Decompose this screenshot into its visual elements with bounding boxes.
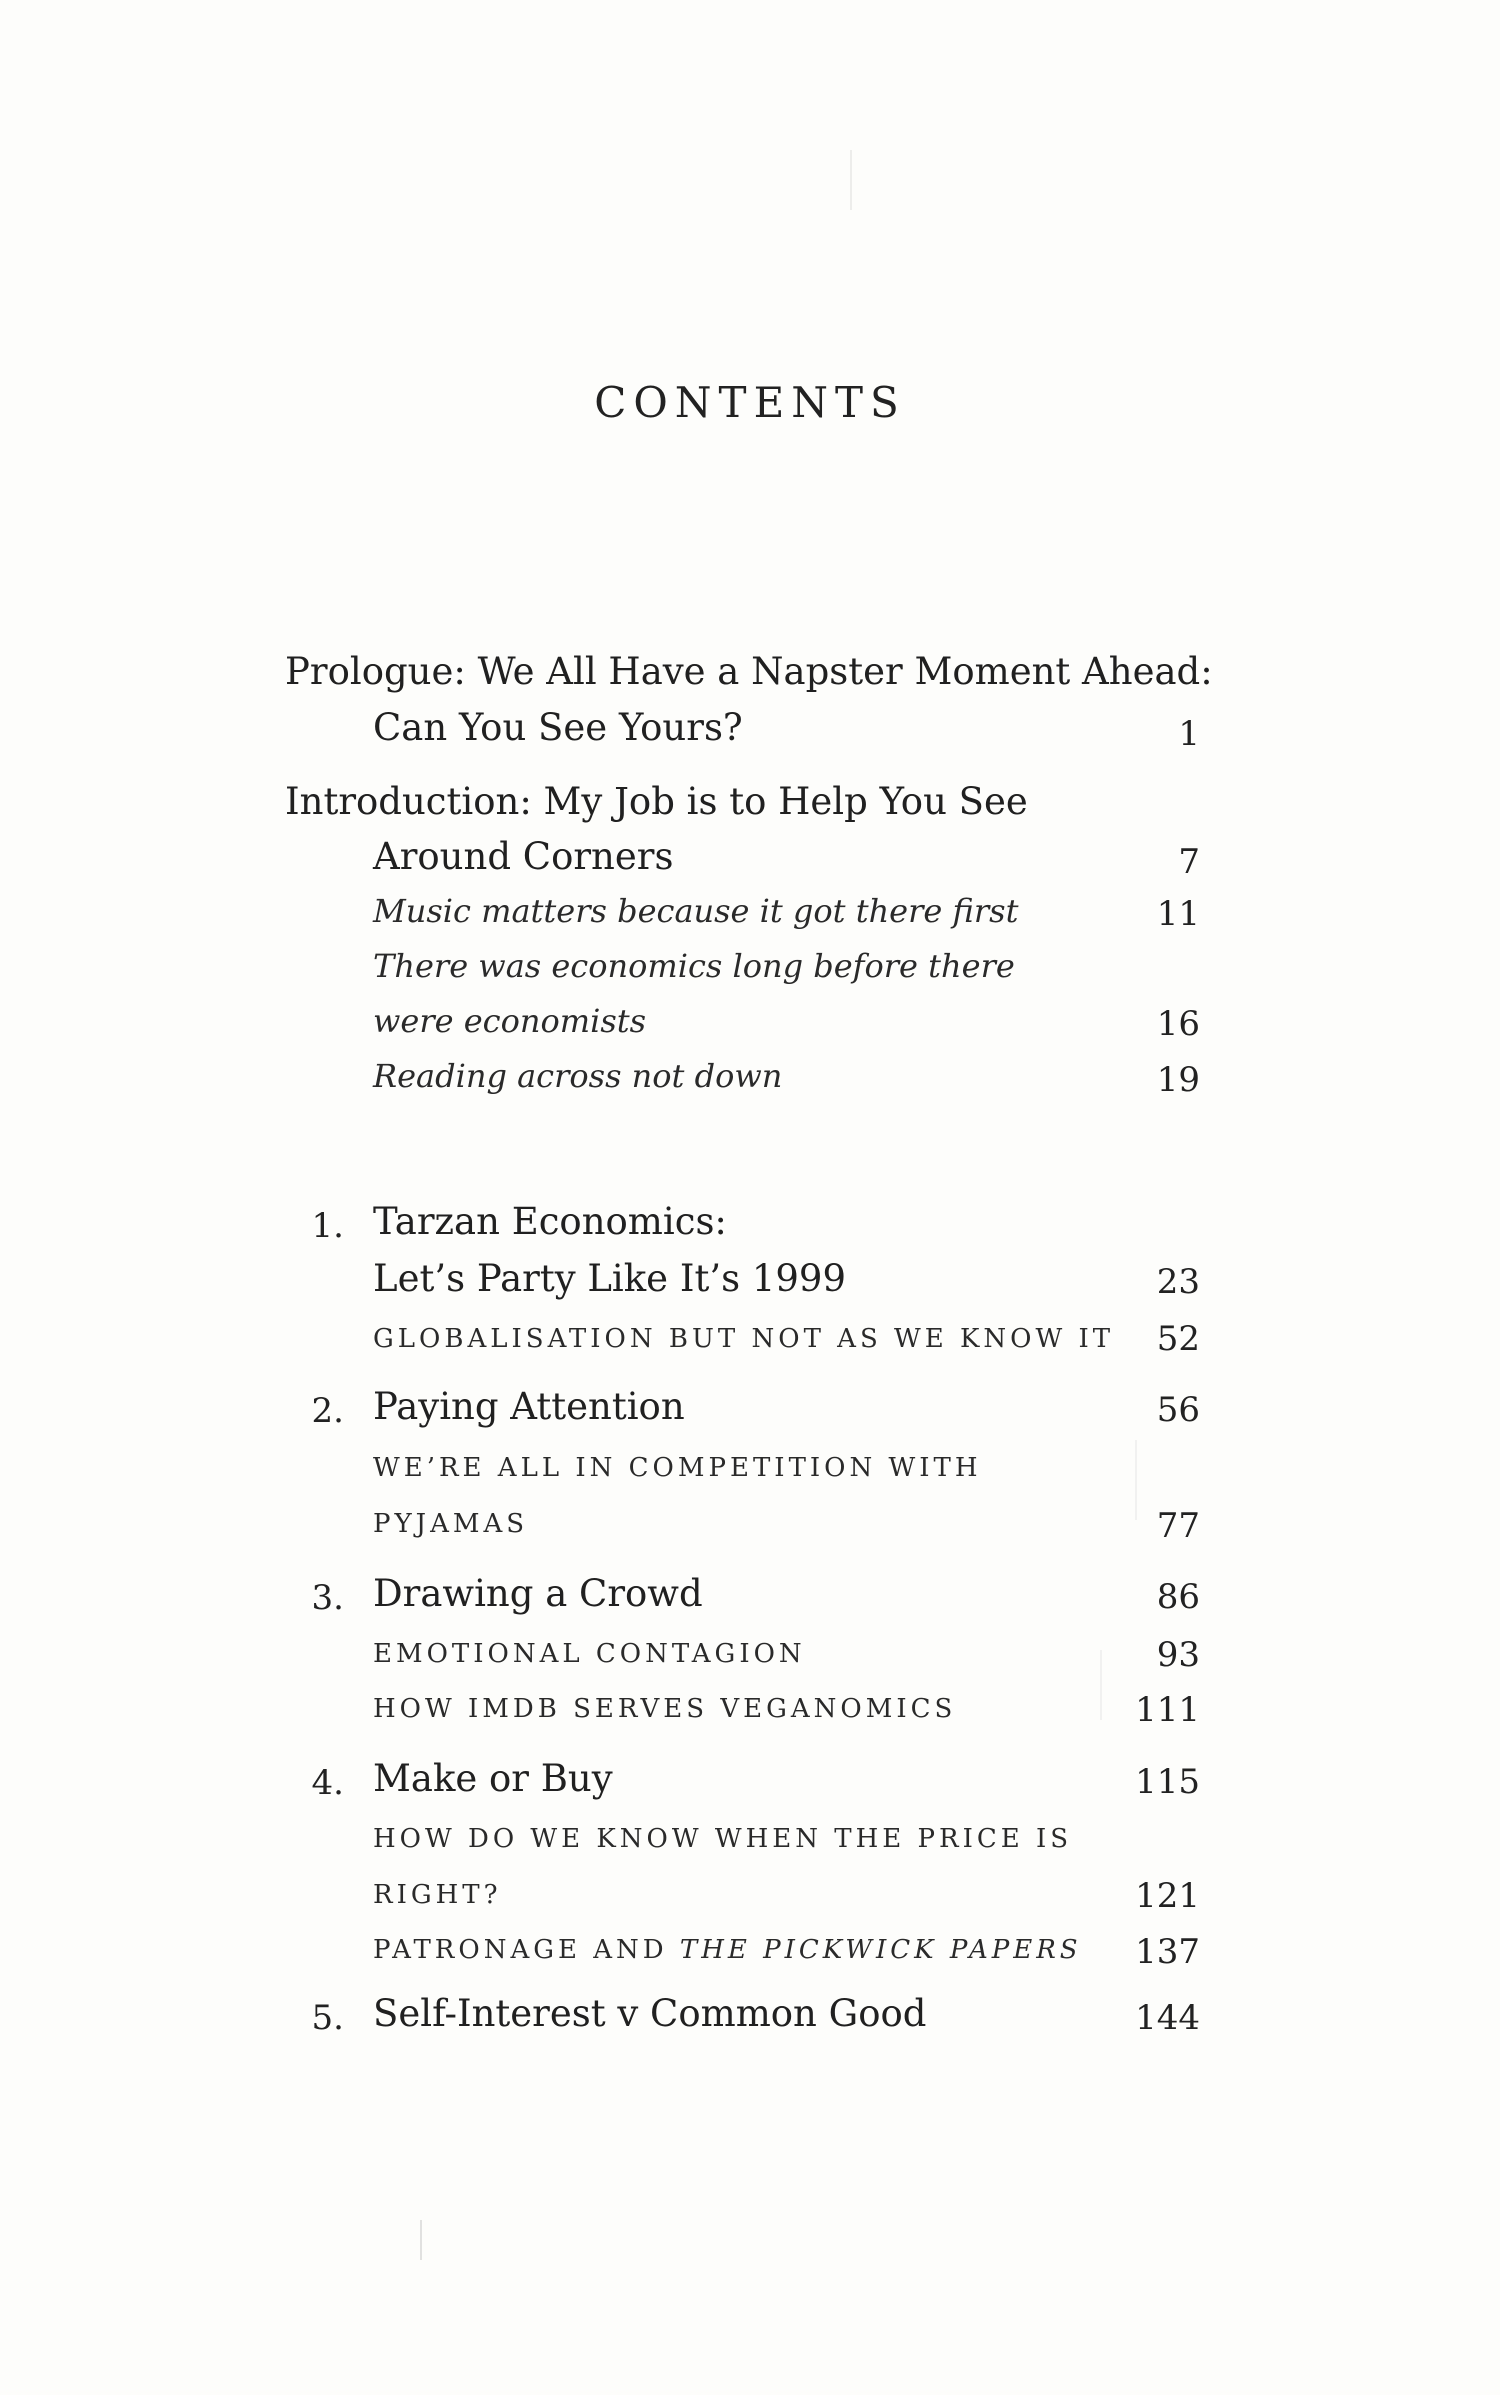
chapter-2-number: 2.	[311, 1391, 344, 1431]
chapter-1-sub-1-page: 52	[1156, 1319, 1200, 1359]
chapter-3-number: 3.	[311, 1578, 344, 1618]
page-title: CONTENTS	[594, 378, 906, 427]
chapter-5-number: 5.	[311, 1998, 344, 2038]
introduction-sub-2-line2: were economists	[373, 1002, 647, 1040]
scan-speck	[850, 150, 852, 210]
chapter-4-sub-1-page: 121	[1135, 1876, 1200, 1916]
chapter-2-sub-1-line1: WE’RE ALL IN COMPETITION WITH	[373, 1453, 982, 1483]
introduction-title-line2: Around Corners	[373, 835, 674, 878]
chapter-3-sub-2-page: 111	[1135, 1690, 1200, 1730]
introduction-sub-2-page: 16	[1156, 1004, 1200, 1044]
chapter-4-page-number: 115	[1135, 1762, 1200, 1802]
chapter-3-title: Drawing a Crowd	[373, 1572, 703, 1615]
chapter-5-title: Self-Interest v Common Good	[373, 1992, 927, 2035]
chapter-3-sub-1: EMOTIONAL CONTAGION	[373, 1639, 806, 1669]
chapter-2-title: Paying Attention	[373, 1385, 685, 1428]
chapter-4-number: 4.	[311, 1763, 344, 1803]
chapter-1-page-number: 23	[1156, 1262, 1200, 1302]
chapter-2-sub-1-line2: PYJAMAS	[373, 1509, 529, 1539]
chapter-4-sub-1-line1: HOW DO WE KNOW WHEN THE PRICE IS	[373, 1824, 1073, 1854]
chapter-3-page-number: 86	[1156, 1577, 1200, 1617]
prologue-title-line2: Can You See Yours?	[373, 706, 743, 749]
chapter-3-sub-2: HOW IMDB SERVES VEGANOMICS	[373, 1694, 957, 1724]
chapter-1-title-line2: Let’s Party Like It’s 1999	[373, 1257, 846, 1300]
chapter-1-title-line1: Tarzan Economics:	[373, 1200, 727, 1243]
introduction-sub-3: Reading across not down	[373, 1057, 783, 1095]
chapter-4-title: Make or Buy	[373, 1757, 613, 1800]
chapter-3-sub-1-page: 93	[1156, 1635, 1200, 1675]
introduction-sub-2-line1: There was economics long before there	[373, 947, 1015, 985]
chapter-1-sub-1: GLOBALISATION BUT NOT AS WE KNOW IT	[373, 1324, 1115, 1354]
prologue-page-number: 1	[1178, 714, 1200, 754]
introduction-page-number: 7	[1178, 842, 1200, 882]
chapter-4-sub-2-page: 137	[1135, 1932, 1200, 1972]
introduction-sub-1-page: 11	[1156, 894, 1200, 934]
chapter-2-page-number: 56	[1156, 1390, 1200, 1430]
introduction-sub-1: Music matters because it got there first	[373, 892, 1019, 930]
chapter-1-number: 1.	[311, 1206, 344, 1246]
chapter-5-page-number: 144	[1135, 1998, 1200, 2038]
scan-speck	[1100, 1650, 1102, 1720]
chapter-2-sub-1-page: 77	[1156, 1506, 1200, 1546]
scan-speck	[1135, 1440, 1137, 1520]
scan-speck	[420, 2220, 422, 2260]
prologue-title-line1: Prologue: We All Have a Napster Moment Ahead:	[285, 650, 1213, 693]
introduction-title-line1: Introduction: My Job is to Help You See	[285, 780, 1028, 823]
chapter-4-sub-2-prefix: PATRONAGE AND	[373, 1935, 680, 1965]
chapter-4-sub-2	[373, 1926, 1082, 1974]
chapter-4-sub-1-line2: RIGHT?	[373, 1880, 502, 1910]
introduction-sub-3-page: 19	[1156, 1060, 1200, 1100]
chapter-4-sub-2-italic-title: THE PICKWICK PAPERS	[679, 1935, 1082, 1965]
